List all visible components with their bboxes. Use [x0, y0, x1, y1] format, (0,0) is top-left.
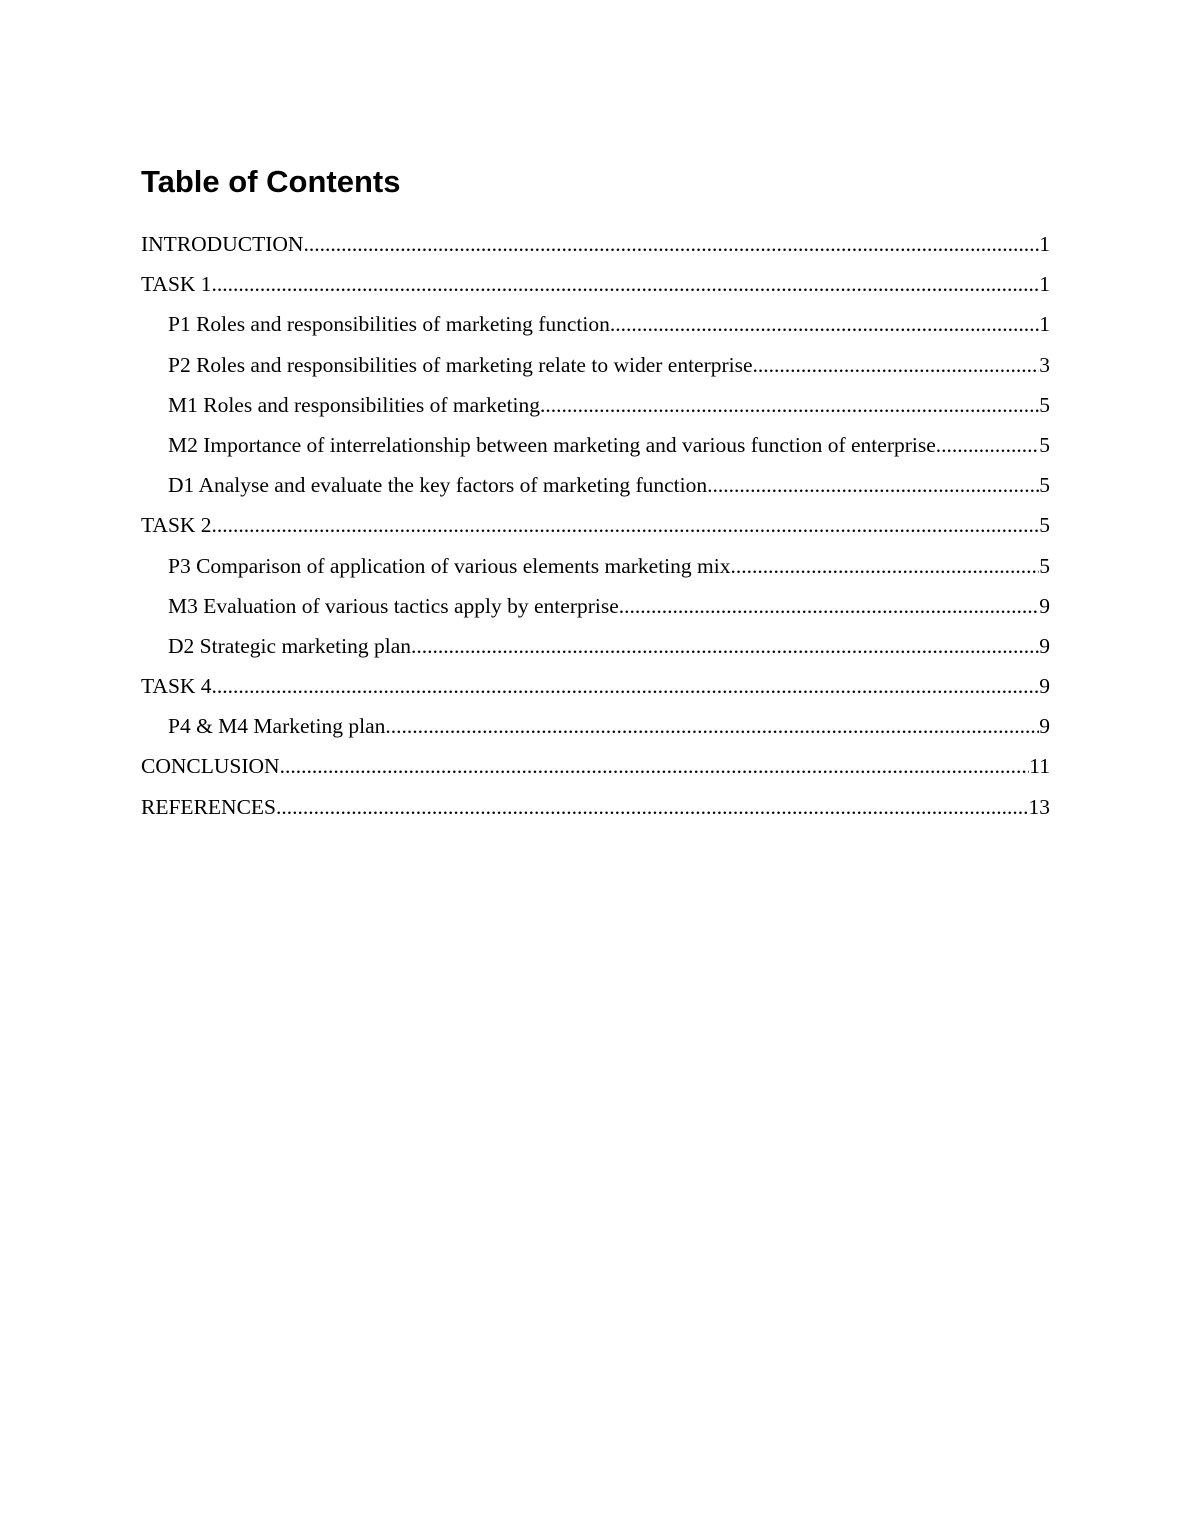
toc-entry-page: 3 — [1039, 352, 1050, 377]
toc-entry-introduction[interactable] — [141, 224, 1050, 264]
toc-entry-label: INTRODUCTION — [141, 232, 304, 256]
toc-dot-leader — [212, 666, 1040, 706]
toc-entry-page: 1 — [1039, 272, 1050, 297]
toc-dot-leader — [610, 304, 1039, 344]
toc-entry-page: 9 — [1039, 593, 1050, 618]
toc-entry-page: 9 — [1039, 674, 1050, 699]
toc-dot-leader — [212, 264, 1040, 304]
toc-entry-label: TASK 2 — [141, 513, 212, 538]
toc-entry-page: 5 — [1039, 432, 1050, 457]
toc-entry-label: P2 Roles and responsibilities of marketing relate to wider enterprise — [168, 352, 753, 377]
toc-entry-conclusion[interactable] — [141, 746, 1050, 786]
toc-entry-task-1[interactable] — [141, 264, 1050, 304]
toc-title: Table of Contents — [141, 164, 401, 199]
toc-dot-leader — [411, 626, 1039, 666]
toc-entry-page: 5 — [1039, 392, 1050, 417]
toc-entry-p4-m4[interactable] — [141, 706, 1050, 746]
toc-list — [141, 224, 1050, 827]
toc-entry-page: 5 — [1039, 513, 1050, 538]
toc-entry-page: 5 — [1039, 473, 1050, 498]
toc-entry-label: D2 Strategic marketing plan — [168, 633, 411, 658]
toc-entry-label: CONCLUSION — [141, 754, 280, 779]
toc-entry-page: 1 — [1039, 312, 1050, 337]
toc-dot-leader — [707, 465, 1039, 505]
toc-entry-page: 1 — [1039, 232, 1050, 256]
toc-dot-leader — [303, 224, 1039, 264]
toc-entry-label: TASK 4 — [141, 674, 212, 699]
toc-dot-leader — [280, 746, 1030, 786]
toc-dot-leader — [619, 586, 1039, 626]
toc-entry-label: REFERENCES — [141, 794, 276, 819]
toc-entry-label: D1 Analyse and evaluate the key factors of marketing function — [168, 473, 708, 498]
toc-dot-leader — [730, 546, 1039, 586]
toc-dot-leader — [540, 385, 1039, 425]
toc-entry-label: M1 Roles and responsibilities of marketing — [168, 392, 541, 417]
toc-entry-references[interactable] — [141, 787, 1050, 827]
toc-entry-m3[interactable] — [141, 586, 1050, 626]
toc-entry-page: 13 — [1028, 794, 1050, 819]
toc-entry-label: TASK 1 — [141, 272, 212, 297]
toc-entry-d2[interactable] — [141, 626, 1050, 666]
toc-entry-p2[interactable] — [141, 345, 1050, 385]
toc-entry-m1[interactable] — [141, 385, 1050, 425]
toc-entry-label: P1 Roles and responsibilities of marketing function — [168, 312, 610, 337]
toc-entry-label: P3 Comparison of application of various elements marketing mix — [168, 553, 731, 578]
toc-dot-leader — [753, 345, 1040, 385]
toc-entry-page: 11 — [1029, 754, 1050, 779]
toc-entry-label: P4 & M4 Marketing plan — [168, 714, 386, 739]
toc-entry-page: 5 — [1039, 553, 1050, 578]
toc-entry-task-4[interactable] — [141, 666, 1050, 706]
toc-entry-label: M3 Evaluation of various tactics apply by enterprise — [168, 593, 619, 618]
toc-entry-p1[interactable] — [141, 304, 1050, 344]
toc-entry-page: 9 — [1039, 633, 1050, 658]
toc-entry-p3[interactable] — [141, 546, 1050, 586]
toc-dot-leader — [276, 787, 1029, 827]
toc-entry-m2[interactable] — [141, 425, 1050, 465]
toc-dot-leader — [212, 505, 1040, 545]
toc-entry-d1[interactable] — [141, 465, 1050, 505]
toc-dot-leader — [385, 706, 1039, 746]
toc-entry-label: M2 Importance of interrelationship between marketing and various function of enterprise — [168, 432, 936, 457]
toc-entry-task-2[interactable] — [141, 505, 1050, 545]
toc-entry-page: 9 — [1039, 714, 1050, 739]
toc-dot-leader — [936, 425, 1039, 465]
